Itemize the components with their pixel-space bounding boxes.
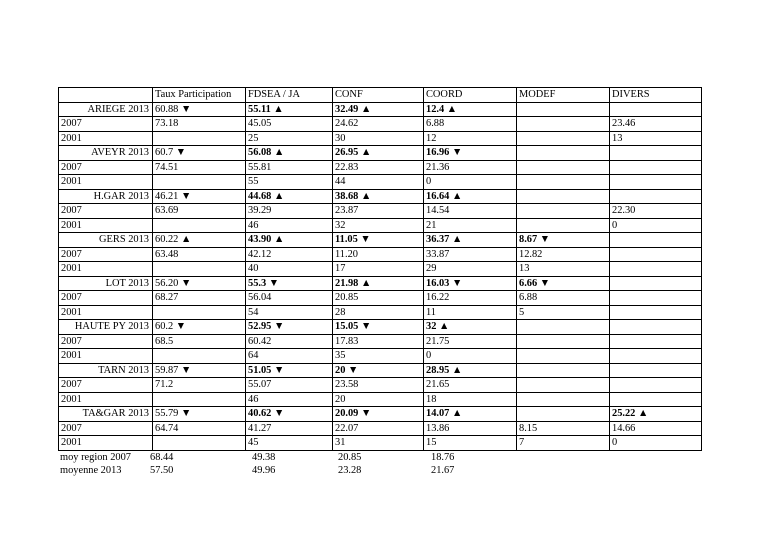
department-label: HAUTE PY 2013 xyxy=(59,320,153,335)
value-cell xyxy=(153,175,246,190)
average-value: 57.50 xyxy=(150,465,174,476)
value-cell: 68.27 xyxy=(153,291,246,306)
column-header: COORD xyxy=(424,88,517,103)
value-cell xyxy=(517,334,610,349)
average-value: 49.38 xyxy=(252,451,276,463)
year-label: 2001 xyxy=(59,392,153,407)
value-cell xyxy=(610,102,702,117)
value-cell: 39.29 xyxy=(246,204,333,219)
average-value: 68.44 xyxy=(150,451,174,463)
average-value: 49.96 xyxy=(252,465,276,476)
value-cell xyxy=(517,146,610,161)
year-label: 2007 xyxy=(59,204,153,219)
value-cell: 12 xyxy=(424,131,517,146)
value-cell: 25 xyxy=(246,131,333,146)
value-cell xyxy=(517,363,610,378)
value-cell xyxy=(610,160,702,175)
year-label: 2001 xyxy=(59,305,153,320)
value-cell xyxy=(610,233,702,248)
department-label: H.GAR 2013 xyxy=(59,189,153,204)
year-row xyxy=(59,247,702,262)
value-cell xyxy=(153,131,246,146)
value-cell: 46 xyxy=(246,218,333,233)
value-cell xyxy=(610,247,702,262)
column-header: Taux Participation xyxy=(153,88,246,103)
header-corner-cell xyxy=(59,88,153,103)
value-cell: 11 xyxy=(424,305,517,320)
value-cell: 16.22 xyxy=(424,291,517,306)
value-cell xyxy=(153,262,246,277)
value-cell: 71.2 xyxy=(153,378,246,393)
average-value: 21.67 xyxy=(431,465,455,476)
department-label: TARN 2013 xyxy=(59,363,153,378)
value-cell xyxy=(153,305,246,320)
value-cell: 63.69 xyxy=(153,204,246,219)
value-cell: 8.67 ▼ xyxy=(517,233,610,248)
department-label: GERS 2013 xyxy=(59,233,153,248)
value-cell: 17 xyxy=(333,262,424,277)
value-cell: 60.42 xyxy=(246,334,333,349)
value-cell: 24.62 xyxy=(333,117,424,132)
value-cell: 54 xyxy=(246,305,333,320)
results-document xyxy=(58,87,702,478)
year-row xyxy=(59,262,702,277)
year-label: 2007 xyxy=(59,421,153,436)
value-cell: 20.85 xyxy=(333,291,424,306)
year-label: 2007 xyxy=(59,247,153,262)
value-cell: 15 xyxy=(424,436,517,451)
year-label: 2001 xyxy=(59,262,153,277)
value-cell: 22.07 xyxy=(333,421,424,436)
average-label: moyenne 2013 xyxy=(60,465,122,476)
value-cell: 63.48 xyxy=(153,247,246,262)
value-cell: 32 ▲ xyxy=(424,320,517,335)
value-cell: 31 xyxy=(333,436,424,451)
value-cell: 20 xyxy=(333,392,424,407)
year-row xyxy=(59,334,702,349)
value-cell xyxy=(153,436,246,451)
value-cell xyxy=(517,407,610,422)
value-cell: 6.88 xyxy=(424,117,517,132)
value-cell xyxy=(610,262,702,277)
value-cell: 40 xyxy=(246,262,333,277)
average-value: 23.28 xyxy=(338,465,362,476)
value-cell: 22.30 xyxy=(610,204,702,219)
value-cell: 21.98 ▲ xyxy=(333,276,424,291)
value-cell xyxy=(517,349,610,364)
value-cell: 0 xyxy=(424,349,517,364)
value-cell: 52.95 ▼ xyxy=(246,320,333,335)
value-cell: 16.64 ▲ xyxy=(424,189,517,204)
value-cell: 5 xyxy=(517,305,610,320)
value-cell xyxy=(610,276,702,291)
value-cell: 55.11 ▲ xyxy=(246,102,333,117)
value-cell: 22.83 xyxy=(333,160,424,175)
value-cell: 28.95 ▲ xyxy=(424,363,517,378)
year-label: 2007 xyxy=(59,378,153,393)
value-cell: 45.05 xyxy=(246,117,333,132)
year-row xyxy=(59,160,702,175)
value-cell: 55.07 xyxy=(246,378,333,393)
value-cell: 56.20 ▼ xyxy=(153,276,246,291)
value-cell: 38.68 ▲ xyxy=(333,189,424,204)
year-label: 2001 xyxy=(59,218,153,233)
year-row xyxy=(59,349,702,364)
year-label: 2001 xyxy=(59,131,153,146)
value-cell: 29 xyxy=(424,262,517,277)
column-header: DIVERS xyxy=(610,88,702,103)
value-cell: 26.95 ▲ xyxy=(333,146,424,161)
year-row xyxy=(59,436,702,451)
value-cell: 74.51 xyxy=(153,160,246,175)
value-cell: 55 xyxy=(246,175,333,190)
value-cell: 40.62 ▼ xyxy=(246,407,333,422)
value-cell: 42.12 xyxy=(246,247,333,262)
value-cell xyxy=(517,204,610,219)
year-row xyxy=(59,117,702,132)
year-row xyxy=(59,378,702,393)
value-cell: 46.21 ▼ xyxy=(153,189,246,204)
value-cell: 28 xyxy=(333,305,424,320)
value-cell: 64 xyxy=(246,349,333,364)
value-cell: 32 xyxy=(333,218,424,233)
value-cell: 46 xyxy=(246,392,333,407)
year-label: 2007 xyxy=(59,117,153,132)
value-cell: 25.22 ▲ xyxy=(610,407,702,422)
election-results-table xyxy=(58,87,702,451)
department-label: LOT 2013 xyxy=(59,276,153,291)
department-row xyxy=(59,407,702,422)
department-label: ARIEGE 2013 xyxy=(59,102,153,117)
value-cell: 32.49 ▲ xyxy=(333,102,424,117)
year-row xyxy=(59,175,702,190)
year-label: 2007 xyxy=(59,160,153,175)
value-cell: 23.87 xyxy=(333,204,424,219)
value-cell: 21.75 xyxy=(424,334,517,349)
value-cell: 0 xyxy=(424,175,517,190)
value-cell xyxy=(610,334,702,349)
department-row xyxy=(59,102,702,117)
department-label: AVEYR 2013 xyxy=(59,146,153,161)
value-cell xyxy=(610,291,702,306)
value-cell: 44 xyxy=(333,175,424,190)
value-cell xyxy=(517,378,610,393)
value-cell: 16.96 ▼ xyxy=(424,146,517,161)
value-cell: 7 xyxy=(517,436,610,451)
value-cell: 6.88 xyxy=(517,291,610,306)
year-row xyxy=(59,204,702,219)
value-cell: 35 xyxy=(333,349,424,364)
value-cell: 17.83 xyxy=(333,334,424,349)
value-cell xyxy=(517,102,610,117)
department-label: TA&GAR 2013 xyxy=(59,407,153,422)
value-cell: 55.79 ▼ xyxy=(153,407,246,422)
department-row xyxy=(59,233,702,248)
value-cell: 0 xyxy=(610,436,702,451)
value-cell xyxy=(610,378,702,393)
value-cell: 51.05 ▼ xyxy=(246,363,333,378)
value-cell: 45 xyxy=(246,436,333,451)
value-cell: 21.36 xyxy=(424,160,517,175)
value-cell: 8.15 xyxy=(517,421,610,436)
average-label: moy region 2007 xyxy=(60,451,131,463)
value-cell: 41.27 xyxy=(246,421,333,436)
value-cell: 14.66 xyxy=(610,421,702,436)
value-cell: 68.5 xyxy=(153,334,246,349)
value-cell: 15.05 ▼ xyxy=(333,320,424,335)
value-cell xyxy=(517,218,610,233)
value-cell: 43.90 ▲ xyxy=(246,233,333,248)
value-cell xyxy=(610,189,702,204)
averages-footer xyxy=(58,451,702,478)
value-cell: 64.74 xyxy=(153,421,246,436)
year-label: 2007 xyxy=(59,334,153,349)
value-cell xyxy=(610,305,702,320)
average-line xyxy=(58,451,702,465)
value-cell xyxy=(610,146,702,161)
value-cell xyxy=(153,218,246,233)
value-cell: 44.68 ▲ xyxy=(246,189,333,204)
value-cell xyxy=(610,175,702,190)
value-cell: 60.22 ▲ xyxy=(153,233,246,248)
value-cell: 60.7 ▼ xyxy=(153,146,246,161)
year-row xyxy=(59,218,702,233)
column-header: FDSEA / JA xyxy=(246,88,333,103)
value-cell: 14.54 xyxy=(424,204,517,219)
value-cell: 18 xyxy=(424,392,517,407)
value-cell: 0 xyxy=(610,218,702,233)
value-cell: 11.05 ▼ xyxy=(333,233,424,248)
value-cell: 13.86 xyxy=(424,421,517,436)
average-value: 18.76 xyxy=(431,451,455,463)
value-cell: 21 xyxy=(424,218,517,233)
year-label: 2001 xyxy=(59,349,153,364)
value-cell: 60.2 ▼ xyxy=(153,320,246,335)
department-row xyxy=(59,363,702,378)
value-cell: 13 xyxy=(517,262,610,277)
column-header: CONF xyxy=(333,88,424,103)
value-cell xyxy=(610,363,702,378)
value-cell: 13 xyxy=(610,131,702,146)
value-cell: 23.46 xyxy=(610,117,702,132)
average-value: 20.85 xyxy=(338,451,362,463)
column-header: MODEF xyxy=(517,88,610,103)
value-cell: 30 xyxy=(333,131,424,146)
year-row xyxy=(59,421,702,436)
value-cell: 12.4 ▲ xyxy=(424,102,517,117)
value-cell xyxy=(517,320,610,335)
value-cell: 16.03 ▼ xyxy=(424,276,517,291)
value-cell xyxy=(517,175,610,190)
year-label: 2001 xyxy=(59,436,153,451)
value-cell: 11.20 xyxy=(333,247,424,262)
department-row xyxy=(59,189,702,204)
year-label: 2007 xyxy=(59,291,153,306)
value-cell: 36.37 ▲ xyxy=(424,233,517,248)
value-cell: 55.3 ▼ xyxy=(246,276,333,291)
value-cell: 56.04 xyxy=(246,291,333,306)
value-cell xyxy=(517,131,610,146)
value-cell xyxy=(153,349,246,364)
average-line xyxy=(58,464,702,478)
value-cell: 55.81 xyxy=(246,160,333,175)
value-cell: 6.66 ▼ xyxy=(517,276,610,291)
value-cell: 33.87 xyxy=(424,247,517,262)
value-cell xyxy=(610,320,702,335)
value-cell xyxy=(517,117,610,132)
value-cell: 14.07 ▲ xyxy=(424,407,517,422)
value-cell: 23.58 xyxy=(333,378,424,393)
department-row xyxy=(59,146,702,161)
value-cell: 56.08 ▲ xyxy=(246,146,333,161)
value-cell xyxy=(610,392,702,407)
header-row xyxy=(59,88,702,103)
value-cell: 59.87 ▼ xyxy=(153,363,246,378)
value-cell: 73.18 xyxy=(153,117,246,132)
department-row xyxy=(59,320,702,335)
value-cell: 12.82 xyxy=(517,247,610,262)
year-row xyxy=(59,291,702,306)
value-cell xyxy=(517,189,610,204)
value-cell xyxy=(153,392,246,407)
year-row xyxy=(59,131,702,146)
value-cell: 20 ▼ xyxy=(333,363,424,378)
value-cell: 20.09 ▼ xyxy=(333,407,424,422)
value-cell: 60.88 ▼ xyxy=(153,102,246,117)
value-cell xyxy=(610,349,702,364)
value-cell xyxy=(517,160,610,175)
value-cell xyxy=(517,392,610,407)
department-row xyxy=(59,276,702,291)
year-row xyxy=(59,392,702,407)
year-row xyxy=(59,305,702,320)
year-label: 2001 xyxy=(59,175,153,190)
value-cell: 21.65 xyxy=(424,378,517,393)
